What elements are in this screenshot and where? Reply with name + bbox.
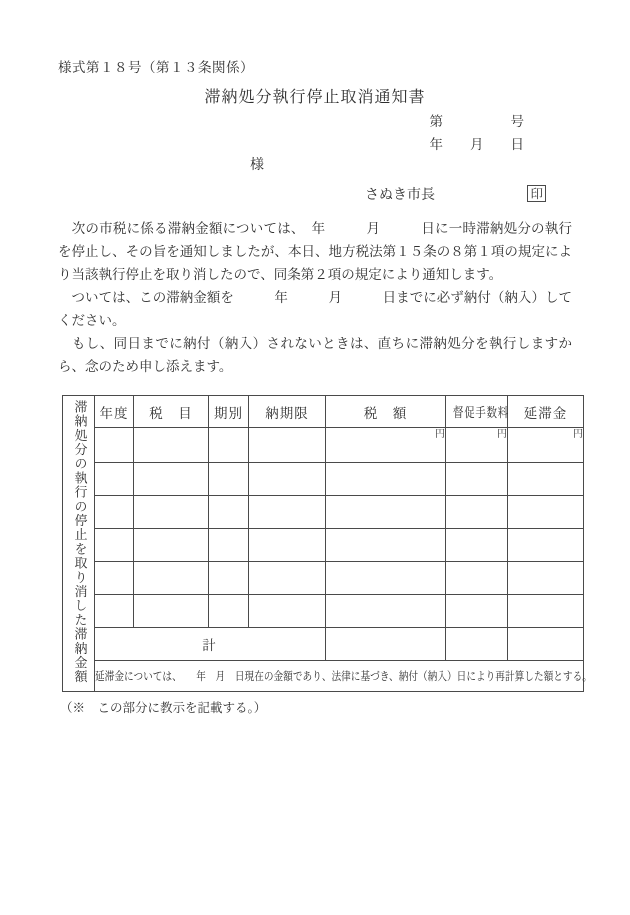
cell-period: [209, 595, 249, 628]
cell-tax-item: [134, 529, 209, 562]
col-header-delinquency-charge: 延滞金: [508, 396, 584, 428]
cell-delinquency-charge: 円: [508, 428, 584, 463]
document-date-line: 年 月 日: [429, 137, 524, 153]
cell-demand-fee: [446, 595, 508, 628]
seal-mark: 印: [527, 185, 546, 202]
cell-fiscal-year: [95, 529, 134, 562]
table-row: [63, 562, 584, 595]
col-header-fiscal-year: 年度: [95, 396, 134, 428]
table-row: [63, 428, 584, 463]
cell-tax-amount: [326, 595, 446, 628]
cell-period: [209, 428, 249, 463]
cell-due-date: [249, 529, 326, 562]
table-header-row: [63, 396, 584, 428]
cell-tax-item: [134, 496, 209, 529]
sender-name: さぬき市長: [365, 187, 435, 203]
cell-delinquency-charge: [508, 562, 584, 595]
table-row: [63, 496, 584, 529]
cell-period: [209, 529, 249, 562]
form-number: 様式第１８号（第１３条関係）: [58, 60, 254, 76]
cell-due-date: [249, 428, 326, 463]
cell-period: [209, 562, 249, 595]
cell-tax-item: [134, 562, 209, 595]
col-header-period: 期別: [209, 396, 249, 428]
table-row: [63, 463, 584, 496]
body-text: [58, 218, 572, 379]
cell-tax-item: [134, 595, 209, 628]
cell-demand-fee: [446, 463, 508, 496]
cell-demand-fee: [446, 529, 508, 562]
cell-fiscal-year: [95, 496, 134, 529]
document-number-line: 第 号: [429, 114, 524, 130]
col-header-demand-fee-label: 督促手数料: [453, 406, 510, 421]
cell-fiscal-year: [95, 595, 134, 628]
total-delinquency-charge: [508, 628, 584, 661]
cell-tax-item: [134, 463, 209, 496]
recipient-line: 様: [250, 157, 264, 173]
cell-delinquency-charge: [508, 496, 584, 529]
table-note-cell: [95, 661, 592, 692]
cell-fiscal-year: [95, 463, 134, 496]
cell-delinquency-charge: [508, 595, 584, 628]
col-header-due-date: 納期限: [249, 396, 326, 428]
cell-delinquency-charge: [508, 529, 584, 562]
total-label-cell: 計: [95, 628, 326, 661]
cell-due-date: [249, 496, 326, 529]
cell-delinquency-charge: [508, 463, 584, 496]
arrears-table: [62, 395, 592, 692]
cell-tax-amount: 円: [326, 428, 446, 463]
cell-demand-fee: [446, 562, 508, 595]
body-paragraph-2: ついては、この滞納金額を 年 月 日までに必ず納付（納入）してください。: [58, 290, 572, 329]
total-tax-amount: [326, 628, 446, 661]
cell-tax-amount: [326, 496, 446, 529]
col-header-tax-amount: 税 額: [326, 396, 446, 428]
total-demand-fee: [446, 628, 508, 661]
cell-due-date: [249, 463, 326, 496]
cell-tax-item: [134, 428, 209, 463]
cell-due-date: [249, 562, 326, 595]
cell-fiscal-year: [95, 428, 134, 463]
footnote: （※ この部分に教示を記載する。）: [60, 700, 267, 715]
col-header-tax-item: 税 目: [134, 396, 209, 428]
cell-tax-amount: [326, 529, 446, 562]
table-row: [63, 529, 584, 562]
cell-due-date: [249, 595, 326, 628]
table-note-text: 延滞金については、 年 月 日現在の金額であり、法律に基づき、納付（納入）日により再計算した額とする。: [95, 669, 592, 683]
cell-demand-fee: 円: [446, 428, 508, 463]
cell-tax-amount: [326, 562, 446, 595]
table-total-row: [63, 628, 584, 661]
cell-period: [209, 496, 249, 529]
col-header-demand-fee: [446, 396, 508, 428]
cell-fiscal-year: [95, 562, 134, 595]
table-side-label-cell: [63, 396, 95, 692]
table-side-label: 滞納処分の執行の停止を取り消した滞納金額: [71, 399, 87, 684]
cell-period: [209, 463, 249, 496]
document-title: 滞納処分執行停止取消通知書: [204, 87, 426, 106]
table-note-row: [63, 661, 584, 692]
body-paragraph-1: 次の市税に係る滞納金額については、 年 月 日に一時滞納処分の執行を停止し、その旨を通知しましたが、本日、地方税法第１５条の８第１項の規定により当該執行停止を取り消したので、同条第２項の規定により通知します。: [58, 221, 572, 283]
cell-demand-fee: [446, 496, 508, 529]
cell-tax-amount: [326, 463, 446, 496]
sender-line: [58, 185, 572, 204]
body-paragraph-3: もし、同日までに納付（納入）されないときは、直ちに滞納処分を執行しますから、念のため申し添えます。: [58, 336, 572, 375]
table-row: [63, 595, 584, 628]
